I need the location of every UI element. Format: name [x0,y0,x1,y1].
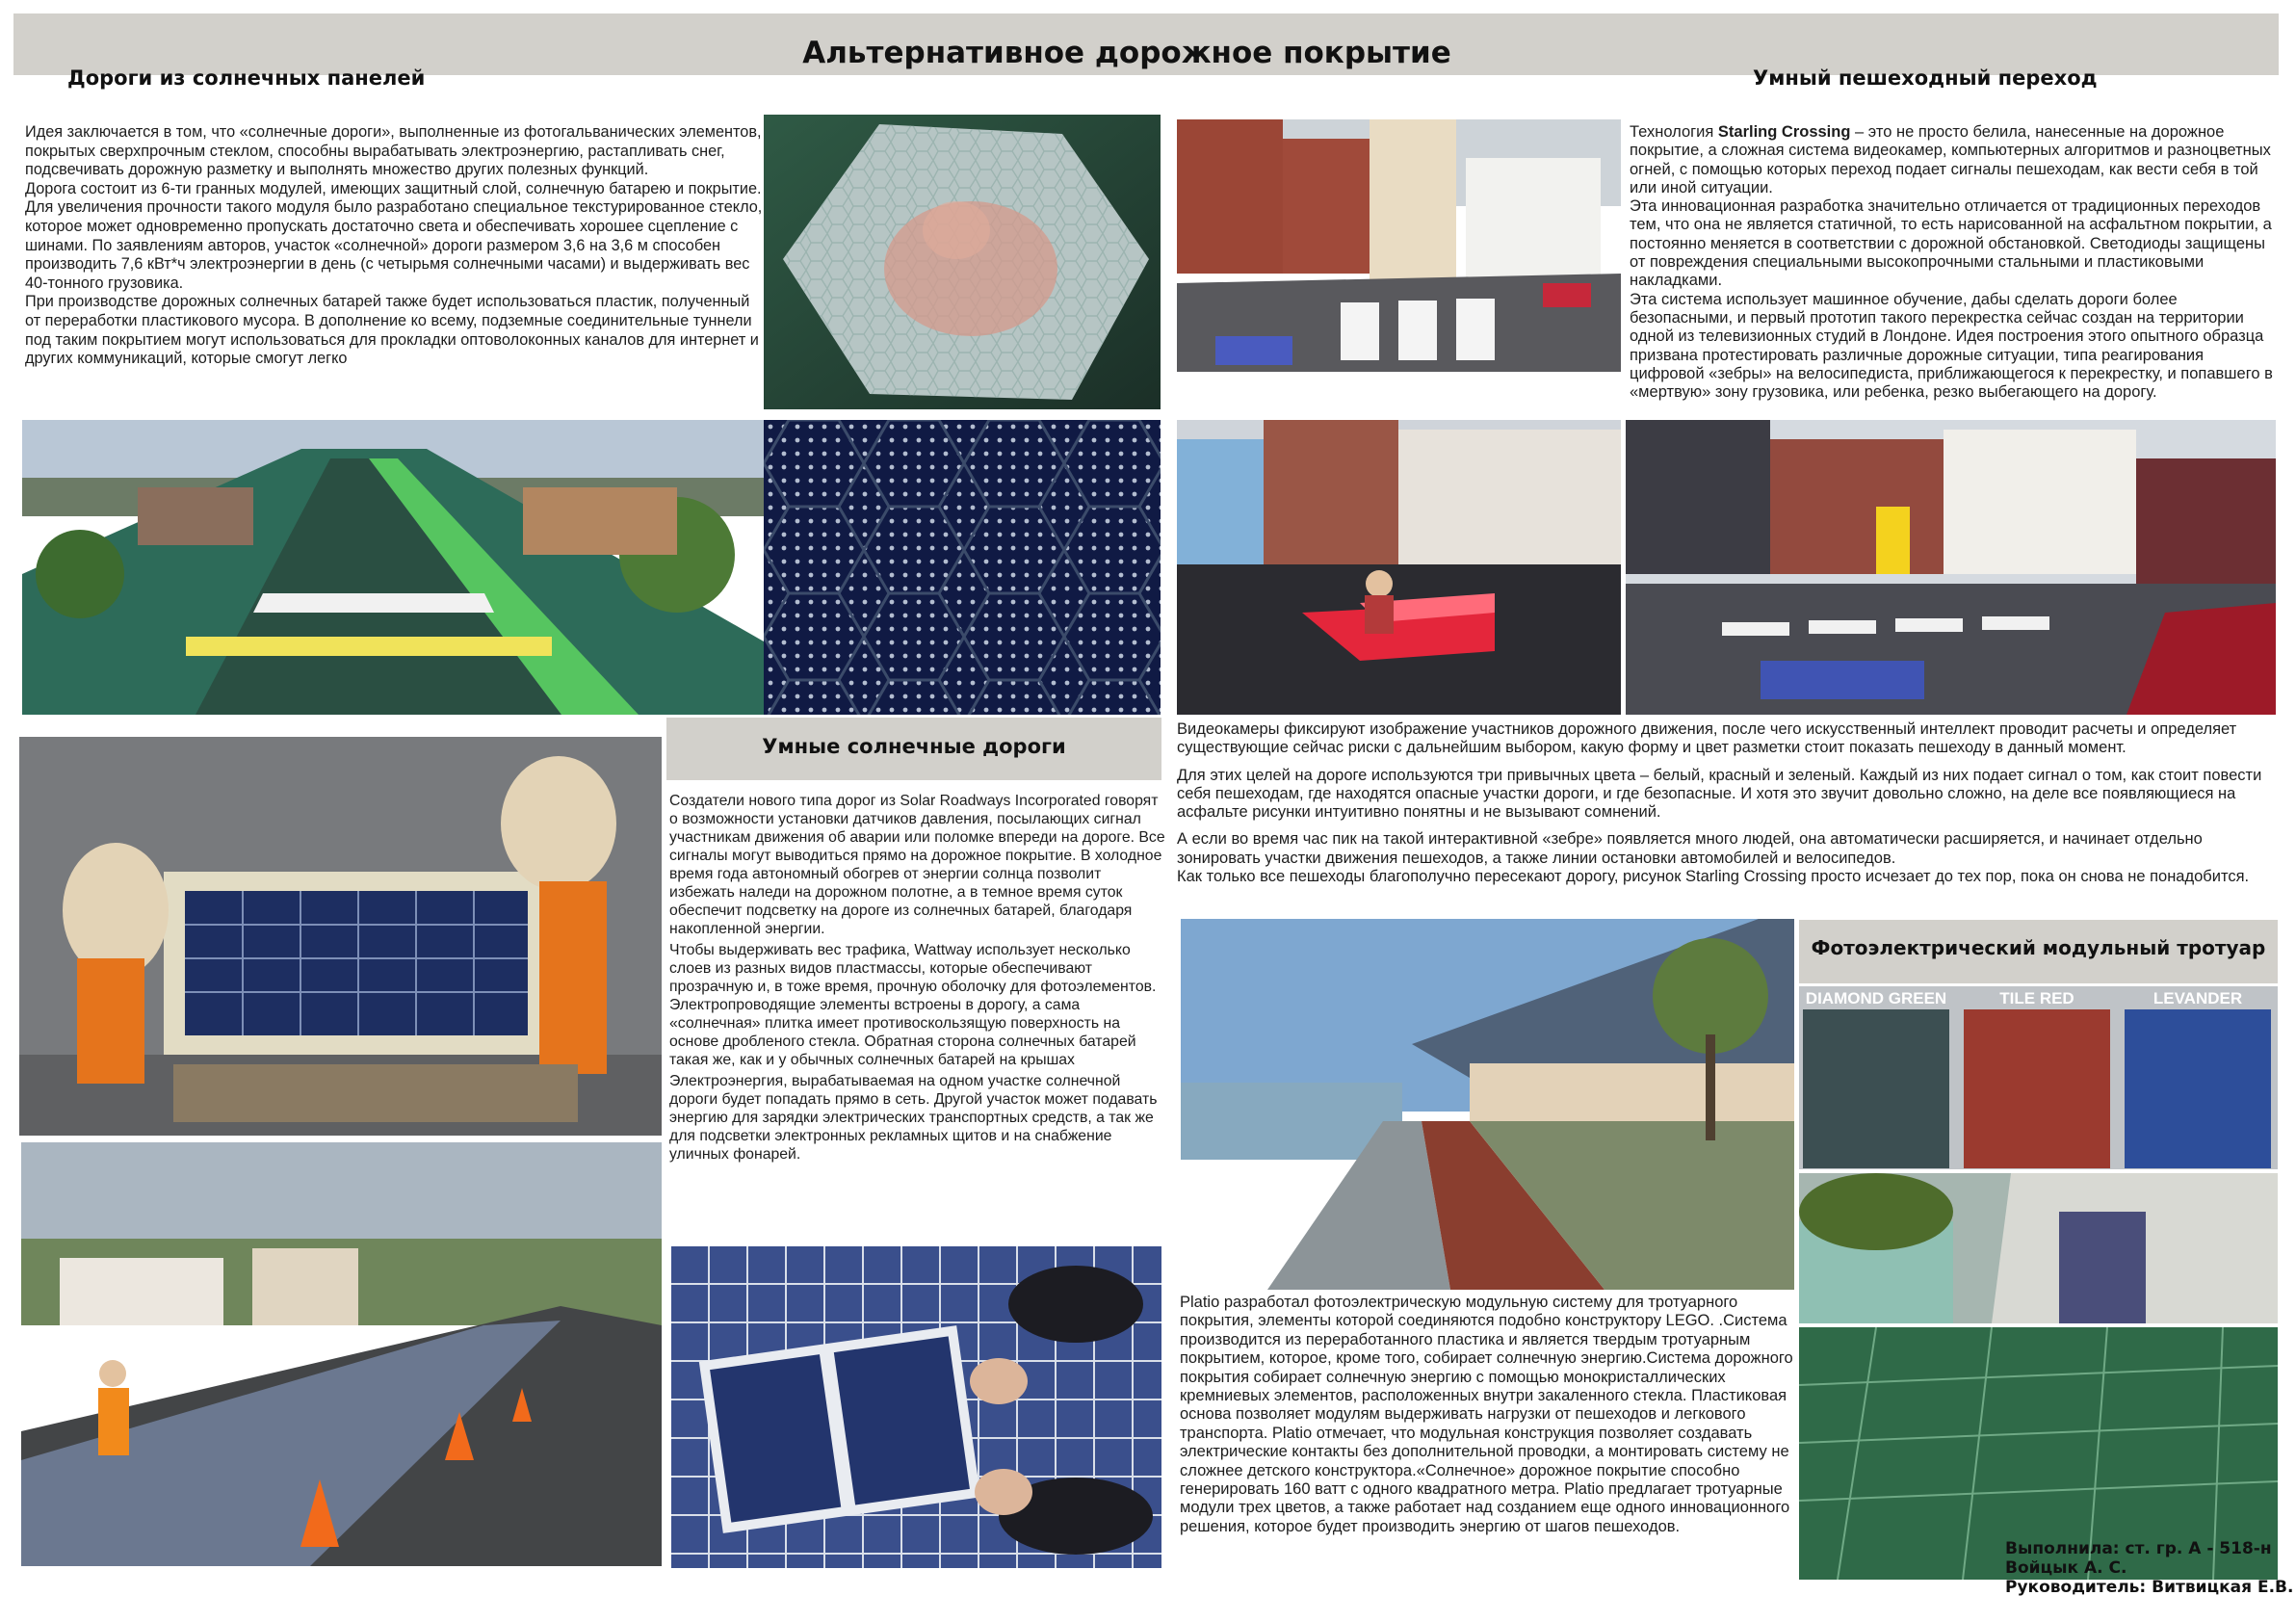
paragraph: А если во время час пик на такой интерактивной «зебре» появляется много людей, она автоматически расширяется, и начинает отдельно зонировать участки движения пешеходов, а также линии остановки автомобилей и велосипедов. [1177,830,2203,867]
photo-wattway-road [21,1142,662,1566]
paragraph: Электроэнергия, вырабатываемая на одном участке солнечной дороги будет попадать прямо в сеть. Другой участок может подавать энергию для зарядки электрических транспортных средств, а так же для подсветки электронных рекламных щитов и на снабжение уличных фонарей. [669,1073,1158,1163]
photo-hands-solar-cells [671,1246,1161,1568]
photo-hex-glass-panel [764,115,1161,409]
credits-author: Выполнила: ст. гр. А - 518-н [2005,1539,2272,1558]
swatch-blue [2125,1009,2271,1168]
solar-roads-text [25,123,763,403]
intro-text: – это не просто белила, нанесенные на дорожное покрытие, а сложная система видеокамер, компьютерных алгоритмов и разноцветных огней, с помощью которых переход подает сигналы пешеходам, как вести себя в той или иной ситуации. [1630,123,2271,196]
paragraph: Дорога состоит из 6-ти гранных модулей, имеющих защитный слой, солнечную батарею и покрытие. Для увеличения прочности такого модуля было разработано специальное текстурированное стекло, которое может одновременно пропускать достаточно света и обеспечивать хорошее сцепление с шинами. По заявлениям авторов, участок «солнечной» дороги размером 3,6 на 3,6 м способен производить 7,6 кВт*ч электроэнергии в день (с четырьмя солнечными часами) и выдерживать вес 40-тонного грузовика. [25,179,763,292]
platio-text: Platio разработал фотоэлектрическую модульную систему для тротуарного покрытия, элементы которой соединяются подобно конструктору LEGO. .Система производится из переработанного пластика и является твердым тротуарным покрытием, которое, кроме того, собирает солнечную энергию.Система дорожного покрытия собирает солнечную энергию с помощью монокристаллических кремниевых элементов, расположенных внутри закаленного стекла. Пластиковая основа позволяет модулям выдерживать нагрузки от пешеходов и легкового транспорта. Platio отмечает, что модульная конструкция позволяет создавать электрические контакты без дополнительной проводки, а монтировать систему не сложнее детского конструктора.«Солнечное» дорожное покрытие способно генерировать 160 ватт с одного квадратного метра. Platio предлагает тротуарные модули трех цветов, а также работает над созданием еще одного инновационного решения, которое будет производить энергию от шагов пешеходов. [1180,1294,1793,1535]
photo-platio-promenade [1181,919,1794,1290]
paragraph: Как только все пешеходы благополучно пересекают дорогу, рисунок Starling Crossing просто исчезает до тех пор, пока он снова не понадобится. [1177,868,2250,886]
photo-platio-planter [1799,1173,2278,1323]
photo-crossing-red-zone [1177,420,1621,715]
crossing-text [1630,123,2275,402]
paragraph: Идея заключается в том, что «солнечные дороги», выполненные из фотогальванических элементов, покрытых сверхпрочным стеклом, способны вырабатывать электроэнергию, растапливать снег, подсвечивать дорожную разметку и выполнять множество других полезных функций. [25,123,762,179]
section-heading-platio: Фотоэлектрический модульный тротуар [1811,936,2266,959]
brand-name: Starling Crossing [1717,123,1851,141]
photo-solar-road-render [22,420,764,715]
paragraph: Чтобы выдерживать вес трафика, Wattway использует несколько слоев из разных видов пластмассы, которые обеспечивают прозрачную и, в тоже время, прочную оболочку для фотоэлементов. Электропроводящие элементы встроены в дорогу, а сама «солнечная» плитка имеет противоскользящую поверхность на основе дробленого стекла. Обратная сторона солнечных батарей такая же, как и у обычных солнечных батарей на крышах [669,942,1157,1068]
credits-name: Войцык А. С. [2005,1558,2127,1578]
paragraph: Видеокамеры фиксируют изображение участников дорожного движения, после чего искусственный интеллект проводит расчеты и определяет существующие сейчас риски с дальнейшим выбором, какую форму и цвет разметки стоит показать пешеходу в данный момент. [1177,720,2237,757]
credits-supervisor: Руководитель: Витвицкая Е.В. [2005,1578,2294,1597]
swatch-green [1803,1009,1949,1168]
swatch-label-tile-red: TILE RED [1999,989,2074,1007]
photo-crossing-night [1626,420,2276,715]
smart-roads-text [669,792,1166,1164]
swatch-label-levander: LEVANDER [2152,989,2243,1007]
paragraph: Создатели нового типа дорог из Solar Roadways Incorporated говорят о возможности установки датчиков давления, посылающих сигнал участникам движения об аварии или поломке впереди на дороге. Все сигналы могут выводиться прямо на дорожное покрытие. В холодное время года автономный обогрев от энергии солнца позволит избежать наледи на дорожном полотне, а в темное время суток обеспечит подсветку на дороге из солнечных батарей, благодаря накопленной энергии. [669,793,1165,937]
paragraph: Эта система использует машинное обучение, дабы сделать дороги более безопасными, и первый прототип такого перекрестка сейчас создан на территории одной из телевизионных студий в Лондоне. Идея построения этого опытного образца призвана протестировать различные дорожные ситуации, типа реагирования цифровой «зебры» на велосипедиста, приближающегося к перекрестку, и попавшего в «мертвую» зону грузовика, или ребенка, резко выбегающего на дорогу. [1630,290,2273,402]
crossing-lower-text [1177,720,2275,886]
section-heading-solar-roads: Дороги из солнечных панелей [67,66,426,90]
credits [2005,1539,2293,1597]
swatch-red [1964,1009,2110,1168]
photo-crossing-street [1177,119,1621,372]
intro-prefix: Технология [1630,123,1718,141]
paragraph: При производстве дорожных солнечных батарей также будет использоваться пластик, полученный от переработки пластикового мусора. В дополнение ко всему, подземные соединительные туннели под таким покрытием могут использоваться для прокладки оптоволоконных каналов для интернет и других коммуникаций, которые смогут легко [25,293,759,368]
swatch-label-diamond-green: DIAMOND GREEN [1805,989,1947,1007]
photo-workers-holding-panel [19,737,662,1136]
platio-swatches [1799,986,2278,1169]
section-heading-smart-crossing: Умный пешеходный переход [1753,66,2098,90]
section-heading-smart-roads: Умные солнечные дороги [762,735,1066,758]
paragraph: Эта инновационная разработка значительно отличается от традиционных переходов тем, что она не является статичной, то есть нарисованной на асфальтном покрытии, а постоянно меняется в соответствии с дорожной обстановкой. Светодиоды защищены от повреждения специальными высокопрочными стальными и пластиковыми накладками. [1630,197,2272,290]
paragraph [1630,123,2275,197]
poster-title: Альтернативное дорожное покрытие [802,36,1451,70]
paragraph: Для этих целей на дороге используются три привычных цвета – белый, красный и зеленый. Каждый из них подает сигнал о том, как стоит повести себя пешеходам, где находятся опасные участки дороги, и где безопасные. И хотя это звучит довольно сложно, на деле все появляющиеся на асфальте рисунки интуитивно понятны и не вызывают сомнений. [1177,766,2262,822]
photo-lit-hex-panels [764,420,1161,715]
